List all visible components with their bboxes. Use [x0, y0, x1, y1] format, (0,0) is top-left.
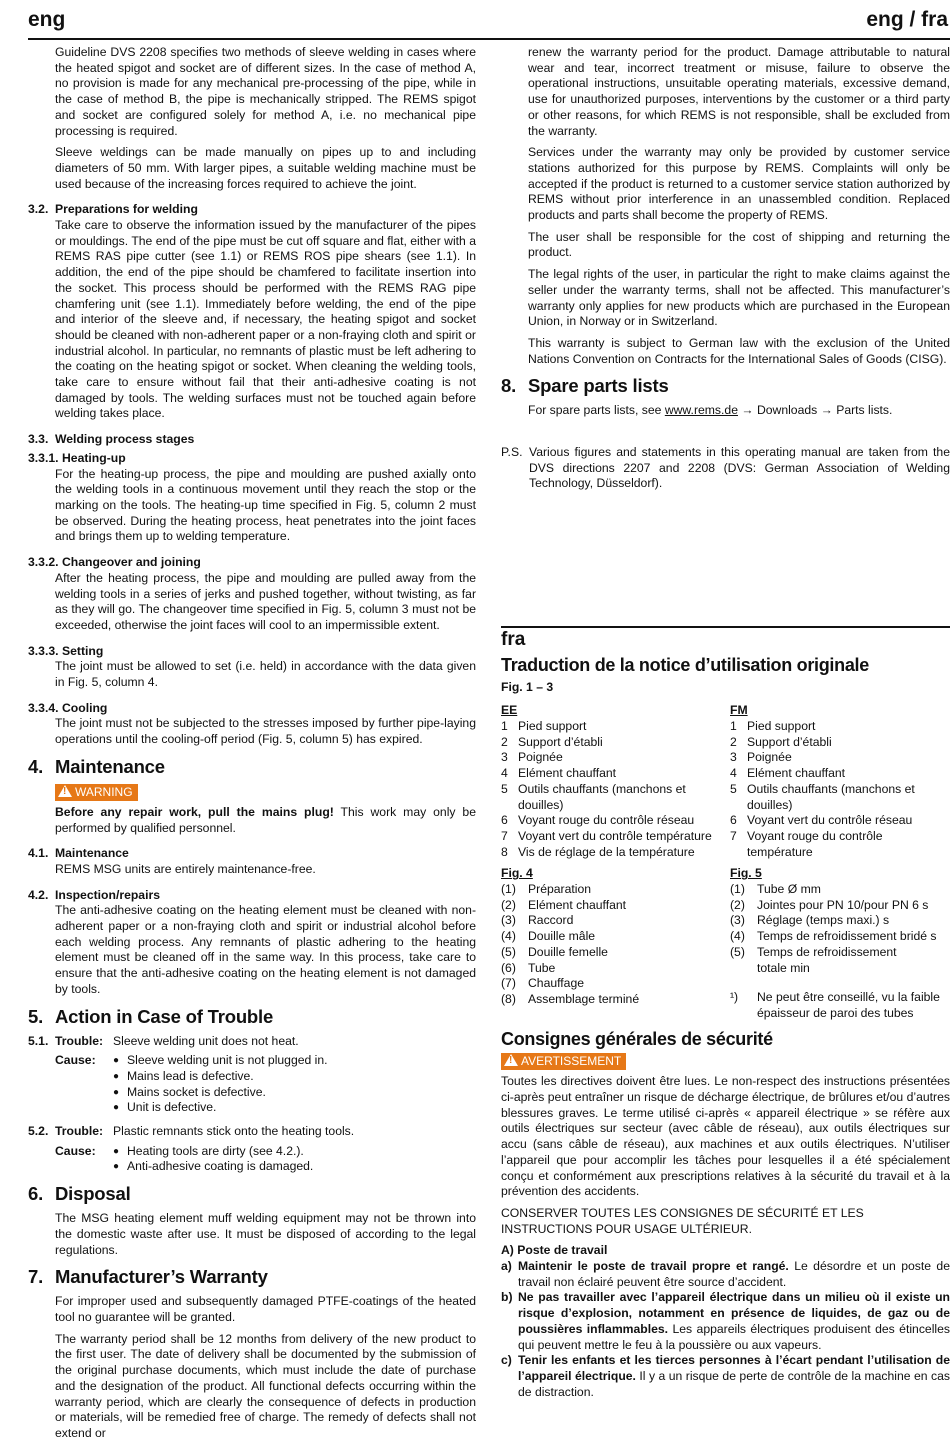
- item-number: 8: [501, 844, 508, 859]
- list-item: [501, 992, 730, 1008]
- item-number: (5): [730, 944, 745, 959]
- item-text: Outils chauffants (manchons et douilles): [518, 781, 686, 812]
- section-4-warning-text: [55, 805, 476, 836]
- section-3-2-text: Take care to observe the information issued by the manufacturer of the pipes or mouldings. The end of the pipe must be cut off square and flat, either with a REMS RAS pipe cutter (see 1.1) or REMS ROS pipe shears (see 1.1). In addition, the end of the pipe should be chamfered to facilitate insertion into the socket. This process should be performed with the REMS RAG pipe chamfering unit (see 1.1). Immediately before welding, the end of the pipe and interior of the sleeve and, if necessary, the heating spigot and socket should be cleaned with non-adherent paper or a non-fraying cloth and spirit or industrial alcohol. In particular, no remnants of plastic must be left adhering to the coating on the heating spigot or socket. When cleaning the welding tools, take care to ensure without fail that their anti-adhesive coating is not damaged by tools. The welding surfaces must not be touched again before welding takes place.: [55, 218, 476, 421]
- item-number: 7: [501, 828, 508, 843]
- legend-ee-fm: [501, 703, 950, 860]
- trouble-row: [55, 1034, 476, 1050]
- warranty-paragraph-5: This warranty is subject to German law with the exclusion of the United Nations Convention on Contracts for the International Sales of Goods (CISG).: [528, 335, 950, 366]
- legend-fig5-heading: Fig. 5: [730, 866, 762, 881]
- french-title: Traduction de la notice d’utilisation originale: [501, 654, 869, 675]
- item-text: Voyant rouge du contrôle réseau: [518, 813, 695, 828]
- section-title: Action in Case of Trouble: [55, 1005, 274, 1027]
- list-item: [730, 829, 950, 860]
- item-text: Support d’établi: [518, 734, 603, 749]
- list-item: [501, 719, 730, 735]
- item-text: Douille femelle: [528, 944, 608, 959]
- list-item: [730, 782, 950, 813]
- trouble-row: [55, 1124, 476, 1140]
- spare-parts-prefix: For spare parts lists, see: [528, 403, 665, 418]
- item-number: (6): [501, 960, 516, 975]
- item-text: Temps de refroidissement bridé s: [757, 929, 937, 944]
- cause-5-1: [28, 1053, 476, 1116]
- french-section-rule: [501, 626, 950, 628]
- workplace-heading: A) Poste de travail: [501, 1243, 608, 1258]
- warning-body-text: This work may only be performed by qualified personnel.: [55, 804, 476, 835]
- section-3-3-1-heading: [28, 451, 476, 467]
- item-number: 3: [501, 750, 508, 765]
- section-3-3-3-text: The joint must be allowed to set (i.e. held) in accordance with the data given in Fig. 5, column 4.: [55, 659, 476, 690]
- list-item: [730, 945, 950, 976]
- section-number: 3.3.4.: [28, 700, 59, 715]
- section-number: 3.3.2.: [28, 555, 59, 570]
- list-item: [501, 750, 730, 766]
- item-text: Chauffage: [528, 976, 585, 991]
- list-item: ● Mains socket is defective.: [113, 1085, 476, 1101]
- item-number: 6: [501, 813, 508, 828]
- warranty-paragraph-3: The user shall be responsible for the cost of shipping and returning the product.: [528, 229, 950, 260]
- trouble-5-1: [28, 1034, 476, 1050]
- footnote: [730, 990, 950, 1021]
- section-number: 8.: [501, 375, 517, 397]
- section-3-3-4-heading: [28, 701, 476, 717]
- item-text: Pied support: [518, 718, 587, 733]
- list-item: [501, 976, 730, 992]
- left-column: [28, 45, 476, 1441]
- spare-parts-suffix: → Downloads → Parts lists.: [737, 403, 893, 418]
- footnote-mark: ¹): [730, 990, 739, 1005]
- trouble-text: Plastic remnants stick onto the heating tools.: [113, 1124, 355, 1139]
- right-column: [501, 45, 950, 1400]
- spacer: [501, 492, 950, 610]
- list-item: ● Mains lead is defective.: [113, 1069, 476, 1085]
- item-text: Outils chauffants (manchons et douilles): [747, 781, 915, 812]
- legend-fm-heading: FM: [730, 703, 748, 718]
- section-5-heading: [28, 1006, 476, 1028]
- section-7-paragraph-2: The warranty period shall be 12 months from delivery of the new product to the first user. The date of delivery shall be documented by the submission of the original purchase documents, which must include the date of purchase and the designation of the product. All functional defects occurring within the warranty period, which are clearly the consequence of defects in production or materials, will be remedied free of charge. The remedy of defects shall not extend or: [55, 1331, 476, 1440]
- legend-fig4-heading: Fig. 4: [501, 866, 533, 881]
- section-title: Changeover and joining: [62, 555, 201, 570]
- list-item: ● Unit is defective.: [113, 1100, 476, 1116]
- list-item: [501, 882, 730, 898]
- section-title: Spare parts lists: [528, 375, 669, 397]
- list-item: [730, 913, 950, 929]
- item-text: Voyant rouge du contrôle température: [747, 828, 883, 859]
- list-item: [501, 1259, 950, 1290]
- trouble-5-2: [28, 1124, 476, 1140]
- section-4-heading: [28, 756, 476, 778]
- list-item: [501, 913, 730, 929]
- french-language-tag: fra: [501, 629, 526, 651]
- section-3-3-heading: [28, 432, 476, 448]
- section-7-heading: [28, 1266, 476, 1288]
- item-text: Voyant vert du contrôle réseau: [747, 813, 913, 828]
- section-3-2-heading: [28, 202, 476, 218]
- section-3-3-1-text: For the heating-up process, the pipe and moulding are pushed axially onto the welding tools in a continuous movement until they reach the stop or the marking on the tools. The heating-up time specified in Fig. 5, column 2 must be observed. During the heating process, heat penetrates into the joint faces and brings them up to welding temperature.: [55, 466, 476, 544]
- warranty-paragraph-4: The legal rights of the user, in particular the right to make claims against the seller under the warranty terms, shall not be affected. This manufacturer’s warranty only applies for new products which are purchased in the European Union, in Norway or in Switzerland.: [528, 267, 950, 329]
- warning-badge: [55, 784, 138, 801]
- header-language-right: eng / fra: [866, 8, 948, 31]
- list-item: [730, 735, 950, 751]
- warning-label: AVERTISSEMENT: [521, 1054, 622, 1069]
- item-number: 4: [730, 766, 737, 781]
- section-title: Maintenance: [55, 846, 129, 861]
- section-number: 6.: [28, 1183, 44, 1205]
- section-title: Preparations for welding: [55, 202, 198, 217]
- trouble-text: Sleeve welding unit does not heat.: [113, 1033, 299, 1048]
- section-title: Inspection/repairs: [55, 887, 160, 902]
- safety-paragraph-2: CONSERVER TOUTES LES CONSIGNES DE SÉCURITÉ ET LES INSTRUCTIONS POUR USAGE ULTÉRIEUR.: [501, 1205, 864, 1236]
- item-number: 3: [730, 750, 737, 765]
- item-text: Elément chauffant: [747, 766, 846, 781]
- legend-fm: [730, 703, 950, 860]
- footnote-text: Ne peut être conseillé, vu la faible épaisseur de paroi des tubes: [757, 990, 940, 1020]
- list-item: [730, 719, 950, 735]
- warning-triangle-icon: [504, 1054, 518, 1066]
- item-number: (2): [730, 897, 745, 912]
- cause-label: Cause:: [55, 1053, 96, 1068]
- list-item: [501, 813, 730, 829]
- item-text: Préparation: [528, 882, 592, 897]
- intro-paragraph-1: Guideline DVS 2208 specifies two methods of sleeve welding in cases where the heated spigot and socket are of different sizes. In the case of method A, no provision is made for any mechanical pre-processing of the pipe, while in the case of method B, the pipe is mechanically stripped. The REMS spigot and socket are configured solely for method A, i.e. no mechanical pipe processing is required.: [55, 45, 476, 138]
- item-number: (4): [501, 929, 516, 944]
- cause-list: [113, 1053, 476, 1116]
- list-item: [501, 898, 730, 914]
- item-number: (3): [730, 913, 745, 928]
- item-number: 2: [730, 734, 737, 749]
- safety-title: Consignes générales de sécurité: [501, 1028, 773, 1049]
- item-number: (4): [730, 929, 745, 944]
- rems-website-link[interactable]: www.rems.de: [664, 403, 738, 418]
- item-text: Douille mâle: [528, 929, 596, 944]
- section-title: Setting: [62, 643, 104, 658]
- legend-ee-heading: EE: [501, 703, 518, 718]
- item-letter: a): [501, 1259, 512, 1274]
- list-item: ● Heating tools are dirty (see 4.2.).: [113, 1144, 476, 1160]
- cause-label: Cause:: [55, 1143, 96, 1158]
- item-number: (5): [501, 944, 516, 959]
- list-item: [730, 898, 950, 914]
- section-7-paragraph-1: For improper used and subsequently damaged PTFE-coatings of the heated tool no guarantee will be granted.: [55, 1294, 476, 1324]
- item-text: Tube: [528, 960, 556, 975]
- section-3-3-2-text: After the heating process, the pipe and moulding are pulled away from the welding tools in a series of jerks and pushed together, without twisting, as far as they will go. The changeover time specified in Fig. 5, column 3 must not be exceeded, otherwise the joint faces will cool to an impermissible extent.: [55, 570, 476, 632]
- item-number: (8): [501, 991, 516, 1006]
- list-item: [501, 829, 730, 845]
- list-item: [730, 929, 950, 945]
- postscript-text: Various figures and statements in this operating manual are taken from the DVS directions 2207 and 2208 (DVS: German Association of Welding Technology, Düsseldorf).: [529, 445, 950, 491]
- trouble-label-text: Trouble:: [55, 1124, 104, 1139]
- section-8-heading: [501, 375, 950, 397]
- section-number: 4.2.: [28, 887, 49, 902]
- list-item: [501, 766, 730, 782]
- postscript-label: P.S.: [501, 445, 523, 460]
- section-title: Cooling: [62, 700, 108, 715]
- section-number: 4.1.: [28, 846, 49, 861]
- safety-paragraph-1: Toutes les directives doivent être lues. Le non-respect des instructions présentées ci-après peut entraîner un risque de décharge électrique, de brûlures et/ou d’autres blessures graves. Le terme utilisé ci-après « appareil électrique » se réfère aux outils électriques sur secteur (avec câble de réseau), aux outils électriques sur accu (sans câble de réseau), aux machines et aux outils électriques. N’utiliser l’appareil que pour accomplir les tâches pour lesquelles il a été spécialement conçu et conformément aux prescriptions relatives à la sécurité du travail et à la prévention des accidents.: [501, 1074, 950, 1199]
- item-text: Le désordre et un poste de travail non éclairé peuvent être source d’accident.: [518, 1259, 950, 1289]
- fig-1-3-label: Fig. 1 – 3: [501, 679, 554, 694]
- item-text: Poignée: [747, 750, 792, 765]
- item-text: Temps de refroidissement totale min: [757, 944, 897, 975]
- warning-bold-text: Before any repair work, pull the mains plug!: [55, 804, 334, 819]
- trouble-label-text: Trouble:: [55, 1033, 104, 1048]
- item-text: Raccord: [528, 913, 574, 928]
- item-text: Poignée: [518, 750, 563, 765]
- item-number: 2: [501, 734, 508, 749]
- section-4-1-text: REMS MSG units are entirely maintenance-free.: [55, 861, 316, 876]
- section-number: 3.3.1.: [28, 450, 59, 465]
- section-6-heading: [28, 1183, 476, 1205]
- list-item: [501, 782, 730, 813]
- list-item: [730, 813, 950, 829]
- intro-paragraph-2: Sleeve weldings can be made manually on pipes up to and including diameters of 50 mm. With larger pipes, a suitable welding machine must be used because of the increasing forces required to achieve the joint.: [55, 145, 476, 191]
- warranty-paragraph-1: renew the warranty period for the product. Damage attributable to natural wear and tear, incorrect treatment or misuse, failure to observe the operational instructions, unsuitable operating materials, excessive demand, use for unauthorized purposes, interventions by the customer or a third party or other reasons, for which REMS is not responsible, shall be excluded from the warranty.: [528, 45, 950, 138]
- item-text: Elément chauffant: [518, 766, 617, 781]
- postscript: [501, 445, 950, 492]
- section-title: Manufacturer’s Warranty: [55, 1266, 268, 1288]
- list-item: [501, 735, 730, 751]
- list-item: ● Sleeve welding unit is not plugged in.: [113, 1053, 476, 1069]
- item-bold: Maintenir le poste de travail propre et rangé.: [518, 1259, 789, 1274]
- warning-badge: [501, 1053, 626, 1070]
- warning-label: WARNING: [75, 784, 133, 799]
- item-text: Les appareils électriques produisent des étincelles qui peuvent mettre le feu à la poussière ou aux vapeurs.: [518, 1321, 950, 1352]
- item-bold: Tenir les enfants et les tierces personnes à l’écart pendant l’utilisation de l’appareil électrique.: [518, 1353, 950, 1383]
- item-number: 6: [730, 813, 737, 828]
- warranty-paragraph-2: Services under the warranty may only be provided by customer service stations authorized for this purpose by REMS. Complaints will only be accepted if the product is returned to a customer service station authorized by REMS without prior interference in an unassembled condition. Replaced products and parts shall become the property of REMS.: [528, 145, 950, 223]
- list-item: [501, 961, 730, 977]
- legend-fig4-fig5: [501, 866, 950, 1021]
- item-letter: c): [501, 1353, 512, 1368]
- item-number: (3): [501, 913, 516, 928]
- item-text: Voyant vert du contrôle température: [518, 828, 712, 843]
- item-number: (1): [730, 882, 745, 897]
- header-rule: [28, 38, 950, 40]
- section-4-2-text: The anti-adhesive coating on the heating element must be cleaned with non-adherent paper or a non-fraying cloth and spirit or industrial alcohol before each welding process. Any remnants of plastic adhering to the heating element must be cleaned off in the same way. In this process, take care to ensure that the anti-adhesive coating on the heating element is not damaged by tools.: [55, 903, 476, 996]
- item-number: 1: [501, 718, 508, 733]
- legend-fig5: [730, 866, 950, 1021]
- list-item: [730, 750, 950, 766]
- item-number: 7: [730, 828, 737, 843]
- item-text: Pied support: [747, 718, 816, 733]
- legend-ee: [501, 703, 730, 860]
- section-title: Heating-up: [62, 450, 126, 465]
- section-3-3-3-heading: [28, 644, 476, 660]
- item-text: Assemblage terminé: [528, 991, 640, 1006]
- legend-fig4: [501, 866, 730, 1021]
- item-letter: b): [501, 1290, 513, 1305]
- section-title: Welding process stages: [55, 432, 195, 447]
- list-item: ● Anti-adhesive coating is damaged.: [113, 1159, 476, 1175]
- item-number: 5: [501, 781, 508, 796]
- section-number: 5.: [28, 1005, 44, 1027]
- section-number: 7.: [28, 1266, 44, 1288]
- section-4-1-heading: [28, 846, 476, 862]
- item-number: 5: [730, 781, 737, 796]
- section-number: 3.3.3.: [28, 643, 59, 658]
- item-text: Elément chauffant: [528, 897, 627, 912]
- section-number: 4.: [28, 755, 44, 777]
- item-text: Réglage (temps maxi.) s: [757, 913, 890, 928]
- cause-5-2: [28, 1144, 476, 1175]
- list-item: [501, 1353, 950, 1400]
- section-3-3-4-text: The joint must not be subjected to the stresses imposed by further pipe-laying operations until the cooling-off period (Fig. 5, column 5) has expired.: [55, 716, 476, 747]
- item-text: Support d’établi: [747, 734, 832, 749]
- list-item: [501, 929, 730, 945]
- header-language-left: eng: [28, 8, 66, 31]
- list-item: [501, 845, 730, 861]
- section-title: Disposal: [55, 1183, 131, 1205]
- item-number: 4: [501, 766, 508, 781]
- list-item: [501, 1290, 950, 1353]
- item-number: 1: [730, 718, 737, 733]
- item-number: (1): [501, 882, 516, 897]
- item-number: (2): [501, 897, 516, 912]
- item-text: Vis de réglage de la température: [518, 844, 695, 859]
- trouble-number: 5.1.: [28, 1033, 49, 1048]
- list-item: [730, 766, 950, 782]
- item-text: Jointes pour PN 10/pour PN 6 s: [757, 897, 929, 912]
- section-6-text: The MSG heating element muff welding equipment may not be thrown into the domestic waste after use. It must be disposed of according to the legal regulations.: [55, 1211, 476, 1257]
- section-4-2-heading: [28, 888, 476, 904]
- item-number: (7): [501, 976, 516, 991]
- cause-list: [113, 1144, 476, 1175]
- item-text: Il y a un risque de perte de contrôle de la machine en cas de distraction.: [518, 1369, 950, 1399]
- item-text: Tube Ø mm: [757, 882, 821, 897]
- section-title: Maintenance: [55, 755, 165, 777]
- section-3-3-2-heading: [28, 555, 476, 571]
- section-number: 3.3.: [28, 432, 49, 447]
- item-bold: Ne pas travailler avec l’appareil électrique dans un milieu où il existe un risque d’explosion, notamment en présence de liquides, de gaz ou de poussières inflammables.: [518, 1290, 950, 1336]
- warning-triangle-icon: [58, 785, 72, 797]
- list-item: [730, 882, 950, 898]
- section-8-text: [528, 403, 950, 419]
- list-item: [501, 945, 730, 961]
- section-number: 3.2.: [28, 202, 49, 217]
- trouble-number: 5.2.: [28, 1124, 49, 1139]
